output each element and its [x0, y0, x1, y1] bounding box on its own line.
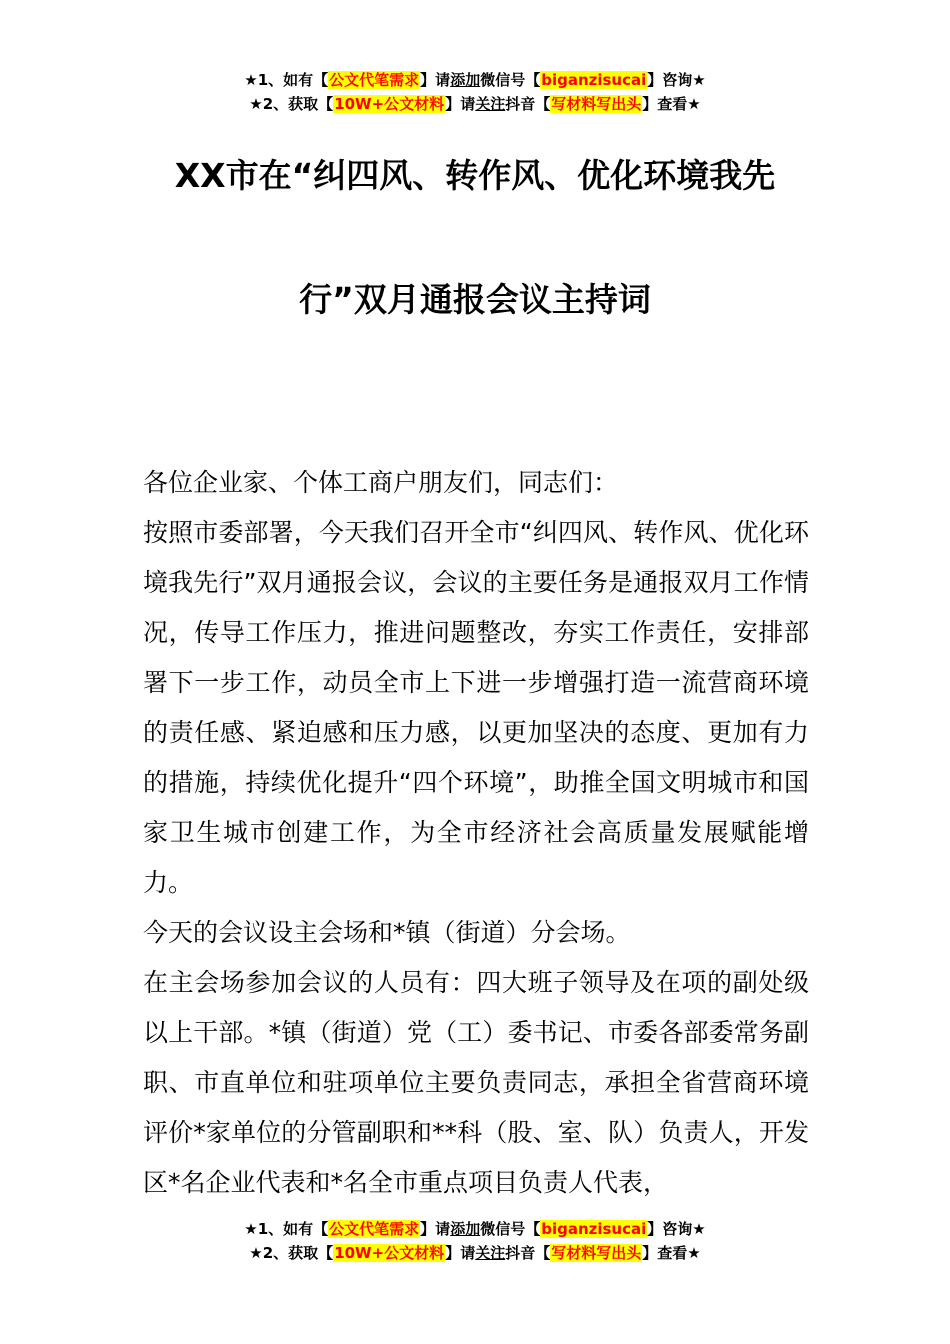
body-paragraph-venues: 今天的会议设主会场和*镇（街道）分会场。	[143, 918, 631, 947]
body-paragraph-purpose: 按照市委部署，今天我们召开全市“纠四风、转作风、优化环境我先行”双月通报会议，会议的主要任务是通报双月工作情况，传导工作压力，推进问题整改，夯实工作责任，安排部署下一步工作，动员全市上下进一步增强打造一流营商环境的责任感、紧迫感和压力感，以更加坚决的态度、更加有力的措施，持续优化提升“四个环境”，助推全国文明城市和国家卫生城市创建工作，为全市经济社会高质量发展赋能增力。	[143, 518, 809, 897]
promo-highlight-wechat-id: biganzisucai	[541, 1220, 647, 1238]
promo-highlight-service: 公文代笔需求	[329, 71, 420, 89]
promo-highlight-douyin-id: 写材料写出头	[551, 95, 642, 113]
promo-line-1-mid2: 微信号【	[480, 71, 541, 89]
promo-line-2-mid: 】请	[445, 1244, 476, 1262]
promo-line-2	[0, 92, 950, 116]
promo-line-1-mid: 】请	[420, 71, 451, 89]
promo-highlight-wechat-id: biganzisucai	[541, 71, 647, 89]
promo-line-2-mid2: 抖音【	[505, 95, 551, 113]
promo-line-2-emphasis: 关注	[475, 1244, 506, 1262]
promo-line-1-emphasis: 添加	[450, 1220, 481, 1238]
promo-line-1-suffix: 】咨询★	[647, 71, 706, 89]
promo-highlight-douyin-id: 写材料写出头	[551, 1244, 642, 1262]
document-title-line-1: XX市在“纠四风、转作风、优化环境我先	[174, 156, 776, 195]
promo-line-1-emphasis: 添加	[450, 71, 481, 89]
document-title-line-2: 行”双月通报会议主持词	[299, 280, 651, 319]
promo-line-1	[0, 1217, 950, 1241]
document-body	[143, 458, 809, 1208]
body-paragraph-attendees: 在主会场参加会议的人员有：四大班子领导及在项的副处级以上干部。*镇（街道）党（工）委书记、市委各部委常务副职、市直单位和驻项单位主要负责同志，承担全省营商环境评价*家单位的分管副职和**科（股、室、队）负责人，开发区*名企业代表和*名全市重点项目负责人代表，	[143, 968, 809, 1197]
promo-line-1	[0, 68, 950, 92]
promo-line-1-prefix: ★1、如有【	[244, 1220, 329, 1238]
promo-line-2-mid2: 抖音【	[505, 1244, 551, 1262]
promo-highlight-service: 公文代笔需求	[329, 1220, 420, 1238]
promo-line-2-prefix: ★2、获取【	[249, 1244, 334, 1262]
promo-line-2-emphasis: 关注	[475, 95, 506, 113]
promo-line-1-prefix: ★1、如有【	[244, 71, 329, 89]
promo-highlight-materials: 10W+公文材料	[334, 1244, 445, 1262]
promo-line-1-mid2: 微信号【	[480, 1220, 541, 1238]
promo-line-1-suffix: 】咨询★	[647, 1220, 706, 1238]
promo-banner-top	[0, 68, 950, 116]
promo-line-2-suffix: 】查看★	[642, 1244, 701, 1262]
promo-line-2	[0, 1241, 950, 1265]
promo-line-2-suffix: 】查看★	[642, 95, 701, 113]
promo-line-2-prefix: ★2、获取【	[249, 95, 334, 113]
promo-highlight-materials: 10W+公文材料	[334, 95, 445, 113]
promo-banner-bottom	[0, 1217, 950, 1265]
promo-line-1-mid: 】请	[420, 1220, 451, 1238]
promo-line-2-mid: 】请	[445, 95, 476, 113]
salutation-paragraph: 各位企业家、个体工商户朋友们，同志们：	[143, 468, 619, 497]
